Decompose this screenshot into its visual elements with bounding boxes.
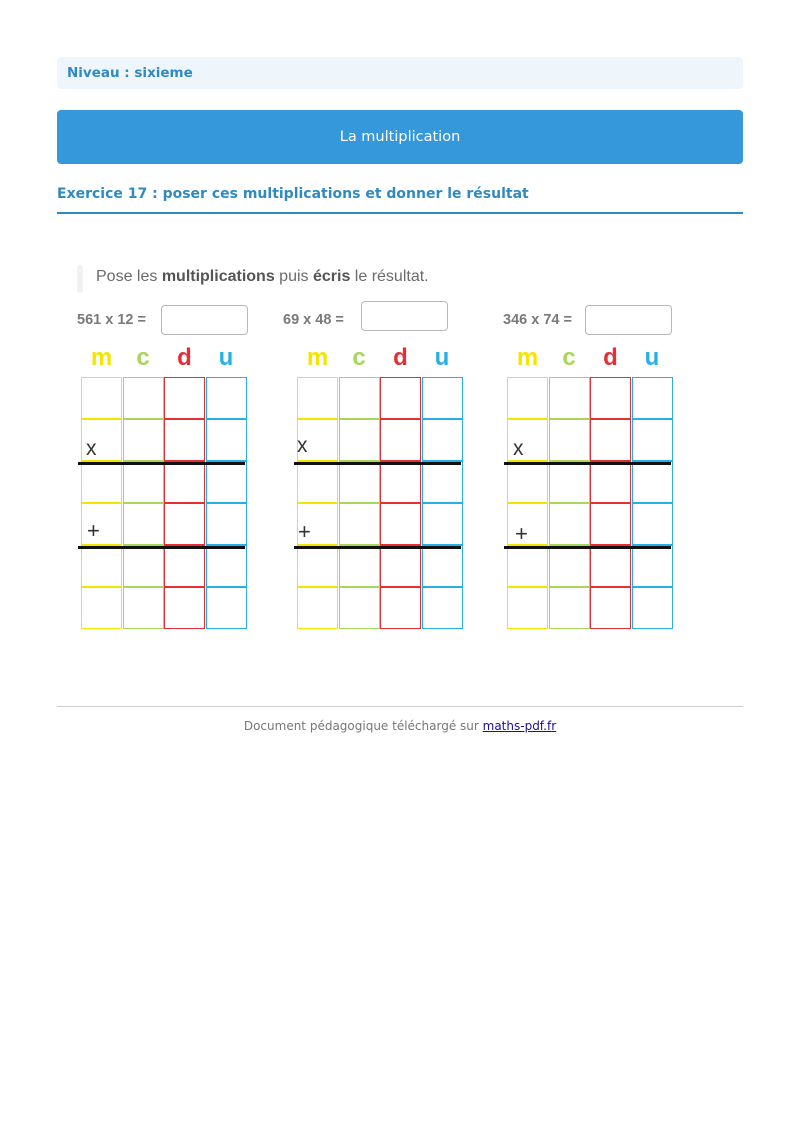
digit-cell[interactable] — [422, 545, 463, 587]
digit-cell[interactable] — [206, 503, 247, 545]
instruction-part-1: Pose les — [96, 268, 162, 285]
problem-expression: 346 x 74 = — [503, 312, 572, 328]
digit-cell[interactable] — [81, 545, 122, 587]
digit-cell[interactable] — [380, 419, 421, 461]
column-grid — [507, 340, 677, 640]
exercise-title-underline — [57, 212, 743, 214]
column-label-m: m — [90, 344, 113, 371]
digit-cell[interactable] — [549, 503, 590, 545]
column-m — [507, 377, 548, 629]
plus-sign: + — [87, 518, 100, 543]
digit-cell[interactable] — [380, 587, 421, 629]
digit-cell[interactable] — [297, 461, 338, 503]
addition-rule-line — [294, 546, 461, 549]
digit-cell[interactable] — [206, 587, 247, 629]
digit-cell[interactable] — [632, 587, 673, 629]
column-label-m: m — [306, 344, 329, 371]
digit-cell[interactable] — [632, 377, 673, 419]
digit-cell[interactable] — [164, 587, 205, 629]
digit-cell[interactable] — [164, 419, 205, 461]
digit-cell[interactable] — [164, 461, 205, 503]
digit-cell[interactable] — [507, 545, 548, 587]
instruction-part-3: puis — [274, 268, 313, 285]
digit-cell[interactable] — [123, 377, 164, 419]
column-grid — [297, 340, 467, 640]
digit-cell[interactable] — [590, 503, 631, 545]
digit-cell[interactable] — [632, 545, 673, 587]
digit-cell[interactable] — [422, 503, 463, 545]
digit-cell[interactable] — [507, 587, 548, 629]
digit-cell[interactable] — [206, 419, 247, 461]
digit-cell[interactable] — [380, 377, 421, 419]
column-grid — [81, 340, 251, 640]
instruction-part-4: écris — [312, 268, 351, 285]
digit-cell[interactable] — [339, 587, 380, 629]
exercise-title: Exercice 17 : poser ces multiplications et donner le résultat — [57, 186, 529, 202]
digit-cell[interactable] — [339, 377, 380, 419]
digit-cell[interactable] — [549, 545, 590, 587]
column-label-u: u — [434, 344, 450, 371]
digit-cell[interactable] — [206, 377, 247, 419]
digit-cell[interactable] — [632, 419, 673, 461]
digit-cell[interactable] — [632, 461, 673, 503]
column-c — [339, 377, 380, 629]
digit-cell[interactable] — [422, 587, 463, 629]
digit-cell[interactable] — [297, 377, 338, 419]
digit-cell[interactable] — [339, 545, 380, 587]
addition-rule-line — [78, 546, 245, 549]
digit-cell[interactable] — [123, 461, 164, 503]
column-d — [380, 377, 421, 629]
multiplication-rule-line — [78, 462, 245, 465]
instruction-marker — [77, 265, 83, 293]
digit-cell[interactable] — [81, 377, 122, 419]
times-sign: x — [86, 437, 97, 460]
instruction-text — [96, 268, 429, 286]
digit-cell[interactable] — [81, 587, 122, 629]
footer-link[interactable]: maths-pdf.fr — [482, 719, 557, 733]
digit-cell[interactable] — [297, 587, 338, 629]
digit-cell[interactable] — [590, 545, 631, 587]
instruction-part-2: multiplications — [161, 268, 275, 285]
digit-cell[interactable] — [422, 461, 463, 503]
problem-expression: 69 x 48 = — [283, 312, 344, 328]
column-label-u: u — [644, 344, 660, 371]
digit-cell[interactable] — [632, 503, 673, 545]
answer-box[interactable] — [161, 305, 248, 335]
digit-cell[interactable] — [380, 503, 421, 545]
column-label-m: m — [516, 344, 539, 371]
column-c — [549, 377, 590, 629]
column-label-d: d — [177, 344, 192, 371]
digit-cell[interactable] — [339, 503, 380, 545]
digit-cell[interactable] — [549, 377, 590, 419]
addition-rule-line — [504, 546, 671, 549]
column-u — [422, 377, 463, 629]
answer-box[interactable] — [361, 301, 448, 331]
digit-cell[interactable] — [549, 419, 590, 461]
instruction-part-5: le résultat. — [350, 268, 429, 285]
answer-box[interactable] — [585, 305, 672, 335]
level-text: Niveau : sixieme — [67, 65, 193, 81]
digit-cell[interactable] — [123, 587, 164, 629]
column-d — [164, 377, 205, 629]
column-label-c: c — [136, 344, 150, 371]
footer-text: Document pédagogique téléchargé sur — [243, 719, 483, 733]
column-m — [81, 377, 122, 629]
digit-cell[interactable] — [206, 461, 247, 503]
digit-cell[interactable] — [339, 419, 380, 461]
times-sign: x — [513, 437, 524, 460]
level-banner — [57, 57, 743, 89]
column-u — [632, 377, 673, 629]
multiplication-rule-line — [504, 462, 671, 465]
digit-cell[interactable] — [297, 545, 338, 587]
digit-cell[interactable] — [380, 545, 421, 587]
multiplication-rule-line — [294, 462, 461, 465]
digit-cell[interactable] — [507, 461, 548, 503]
digit-cell[interactable] — [380, 461, 421, 503]
column-label-u: u — [218, 344, 234, 371]
digit-cell[interactable] — [590, 377, 631, 419]
digit-cell[interactable] — [507, 377, 548, 419]
digit-cell[interactable] — [422, 377, 463, 419]
digit-cell[interactable] — [549, 587, 590, 629]
problem-expression: 561 x 12 = — [77, 312, 146, 328]
digit-cell[interactable] — [422, 419, 463, 461]
digit-cell[interactable] — [123, 545, 164, 587]
digit-cell[interactable] — [81, 461, 122, 503]
digit-cell[interactable] — [164, 545, 205, 587]
column-label-c: c — [352, 344, 366, 371]
digit-cell[interactable] — [164, 377, 205, 419]
column-label-c: c — [562, 344, 576, 371]
digit-cell[interactable] — [164, 503, 205, 545]
digit-cell[interactable] — [549, 461, 590, 503]
column-c — [123, 377, 164, 629]
times-sign: x — [297, 434, 308, 457]
lesson-title: La multiplication — [339, 129, 461, 145]
digit-cell[interactable] — [123, 503, 164, 545]
digit-cell[interactable] — [339, 461, 380, 503]
column-d — [590, 377, 631, 629]
column-u — [206, 377, 247, 629]
footer — [0, 719, 800, 733]
plus-sign: + — [298, 519, 311, 544]
footer-divider — [57, 706, 743, 707]
column-label-d: d — [603, 344, 618, 371]
column-label-d: d — [393, 344, 408, 371]
plus-sign: + — [515, 521, 528, 546]
digit-cell[interactable] — [123, 419, 164, 461]
digit-cell[interactable] — [590, 419, 631, 461]
digit-cell[interactable] — [206, 545, 247, 587]
digit-cell[interactable] — [590, 461, 631, 503]
column-m — [297, 377, 338, 629]
lesson-title-banner — [57, 110, 743, 164]
digit-cell[interactable] — [590, 587, 631, 629]
